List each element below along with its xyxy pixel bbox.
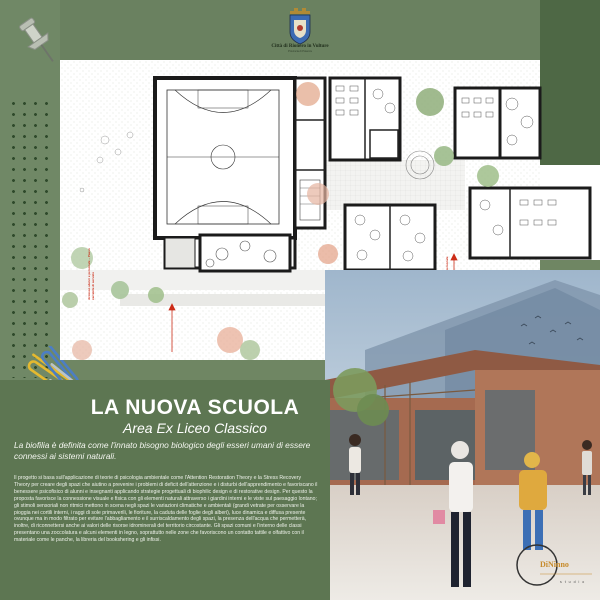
city-subtitle: Provincia di Potenza — [288, 50, 312, 53]
pushpin-icon — [8, 10, 68, 70]
body-text: Il progetto si basa sull'applicazione di teorie di psicologia ambientale come l'Attention Restoration Theory e la Stress Recovery Theory per creare degli spazi che aiutino a prevenire i problemi di deficit dell'attenzione e i disturbi dell'apprendimento e favoriscano il benessere psicofisico di alunni e insegnanti applicando strategie progettuali di biophilic design e di restorative design. Per questo la proposta favorisce la connessione visuale e fisica con gli elementi naturali attraverso i giardini interni e le viste sul paesaggio lontano; gli stimoli sensoriali non ritmici mettono in scena negli spazi le variazioni climatiche e ambientali (grandi vetrate per osservare la pioggia nei cortili interni, i raggi di sole primaverili, le fioriture, la caduta delle foglie degli alberi), luce dinamica e diffusa presente ovunque ma in modo filtrato per evitare l'abbagliamento e il surriscaldamento degli spazi, la presenza dell'acqua che permetterà, inoltre, di riconnettersi anche ai valori delle risorse idrominerali del territorio circostante. Gli spazi comuni e l'interno delle classi presentano una zoccolatura e alcuni elementi in legno, soprattutto nelle zone che favoriscono un contatto tattile e olfattivo con il materiale come le panche, la libreria del bookshering e gli infissi. — [14, 475, 318, 544]
page-subtitle: Area Ex Liceo Classico — [123, 420, 267, 436]
plan-note-left: Accesso alunni e personale – Passo carrabile di servizio — [87, 248, 95, 300]
brand-name: DiNinno — [540, 560, 569, 569]
brand-subtitle: s t u d i o — [560, 580, 586, 584]
dot-pattern — [8, 98, 56, 378]
page-title: LA NUOVA SCUOLA — [90, 396, 300, 419]
city-name: Città di Rionero in Vulture — [271, 44, 329, 49]
intro-text: La biofilia è definita come l'innato bisogno biologico degli esseri umani di essere connessi ai sistemi naturali. — [14, 440, 311, 461]
